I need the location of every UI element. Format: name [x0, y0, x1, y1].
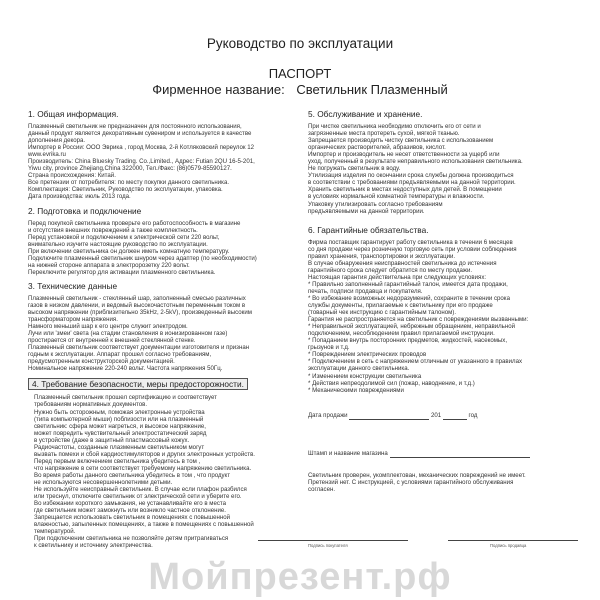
- section-tech-title: 3. Технические данные: [28, 280, 118, 291]
- sale-year-suffix: год: [468, 411, 478, 419]
- seller-signature-caption: Подпись продавца: [490, 543, 527, 548]
- seller-signature-line: [448, 540, 578, 541]
- brand-name: Светильник Плазменный: [296, 82, 448, 97]
- stamp-row: [308, 450, 580, 458]
- sale-year: 201: [430, 411, 442, 419]
- section-service-title: 5. Обслуживание и хранение.: [308, 109, 423, 119]
- section-setup-text: Перед покупкой светильника проверьте его работоспособность в магазине и отсутствия внешних повреждений а также комплектность. Перед установкой и подключением к электрической сети 220 вольт, внимательно изучите настоящие руководство по эксплуатации. При включении светильника он должен иметь комнатную температуру. Подключите плазменный светильник шнуром через адаптер (по необходимости) на нижней стороне аппарата в электророзетку 220 вольт. Переключите регулятор для активации плазменного светильника.: [28, 219, 257, 276]
- acceptance-text: Светильник проверен, укомплектован, механических повреждений не имеет. Претензий нет. С инструкцией, с условиями гарантийного обслуживания согласен.: [308, 471, 526, 493]
- right-column: [308, 104, 580, 494]
- section-general-title: 1. Общая информация.: [28, 109, 119, 119]
- passport-heading: ПАСПОРТ: [268, 66, 332, 81]
- brand-line: [0, 82, 600, 97]
- left-column: [28, 104, 296, 550]
- sale-date-line: [349, 412, 429, 420]
- stamp-line: [390, 450, 530, 458]
- section-warranty-title: 6. Гарантийные обязательства.: [308, 224, 429, 235]
- section-warranty-text: Фирма поставщик гарантирует работу светильника в течении 6 месяцев со дня продажи через розничную торговую сеть при условии соблюдения правил хранения, транспортировки и эксплуатации. В случае обнаружения неисправностей светильника до истечения гарантийного срока следует обратится по месту продажи. Настоящая гарантия действительна при следующих условиях: * Правильно заполненный гарантийный талон, имеется дата продажи, печать, подписи продавца и покупателя. * Во избежание возможных недоразумений, сохраните в течении срока службы документы, прилагаемые к светильнику при его продаже (товарный чек инструкцию с гарантийным талоном). Гарантия не распространяется на светильник с повреждениями вызванными: * Неправильной эксплуатацией, небрежным обращением, неправильной подключением, несоблюдением правил прилагаемой инструкции. * Попаданием внутрь посторонних предметов, жидкостей, насекомых, грызунов и т.д. * Повреждением электрических проводов * Подключением в сеть с напряжением отличным от указанного в правилах эксплуатации данного светильника. * Изменением конструкции светильника * Действия непреодолимой сил (пожар, наводнение, и т.д.) * Механическими повреждениями: [308, 238, 529, 394]
- site-watermark: Мойпрезент.рф: [148, 556, 452, 598]
- stamp-label: Штамп и название магазина: [308, 449, 388, 457]
- section-setup-title: 2. Подготовка и подключение: [28, 205, 142, 216]
- sale-date-row: [308, 412, 580, 420]
- sale-year-line: [443, 412, 467, 420]
- section-service-text: При чистке светильника необходимо отключить его от сети и загрязненные места протереть сухой, мягкой тканью. Запрещается производить чистку светильника с использованием органических растворителей, абразивов, кислот. Импортер и производитель не несет ответственности за ущерб или уход, полученный в результате неправильного использования светильника. Не погружать светильник в воду. Утилизация изделия по окончании срока службы должна производиться в соответствии с требованиями предъявляемыми на данной территории. Хранить светильник в местах недоступных для детей. В помещении в условиях нормальной комнатной температуры и влажности. Упаковку утилизировать согласно требованиям предъявляемыми на данной территории.: [308, 123, 523, 215]
- brand-label: Фирменное название:: [152, 82, 285, 97]
- section-safety-text: Плазменный светильник прошел сертификацию и соответствует требованиям нормативных документов. Нужно быть осторожным, поможая электронные устройства (типа компьютерной мыши) поблизости или на плазменный светильник: сфера может нагреться, и высокое напряжение, может повредить чувствительный электростатический заряд в устройстве (даже в защитный пластмассовый кожух. Радиочастоты, созданные плазменным светильником могут вызвать помехи и сбой кардиостимуляторов и других электронных устройств. Перед первым включением светильника убедитесь в том , что напряжение в сети соответствует требуемому напряжению светильника. Во время работы данного светильника убедитесь в том , что продукт не используются несовершеннолетними детьми. Не используйте неисправный светильник. В случае если плафон разбился или треснул, отключите светильник от электрической сети и уберите его. Во избежании короткого замыкания, не устанавливайте его в места где светильник может замокнуть или возникло частное отклонение. Запрещается использовать светильник в помещениях с повышенной влажностью, запыленных помещениях, а также в помещениях с повышенной температурой. При подключении светильника не позволяйте детям притрагиваться к светильнику и источнику электричества.: [34, 394, 255, 550]
- section-safety-title: 4. Требование безопасности, меры предосторожности.: [28, 378, 248, 390]
- manual-title: Руководство по эксплуатации: [206, 36, 394, 51]
- sale-date-label: Дата продажи: [308, 411, 348, 419]
- section-tech-text: Плазменный светильник - стеклянный шар, заполненный смесью различных газов в низком давлении, и ведомый высокочастотным переменным током в высоком напряжении (приблизительно 35kHz, 2-5kV), произведенный высоким трансформатором напряжения. Намного меньший шар к его центре служит электродом. Лучи или 'змеи' света (на стадии становления в ионизированном газе) простирается от внутренней к внешней стеклянной стенке. Плазменный светильник соответствует документации изготовителя и признан годным к эксплуатации. Аппарат прошел согласно требованиям, предусмотренным конструкторской документацией. Номинальное напряжение 220-240 вольт. Частота напряжения 50Гц.: [28, 294, 252, 373]
- section-general-text: Плазменный светильник не предназначен для постоянного использования, данный продукт является декоративным сувениром и используется в качестве дополнения декора. Импортер в России: ООО Эврика , город Москва, 2-й Котляковский переулок 12 www.evrika.ru Производитель: China Bluesky Trading. Co.,Limited., Адрес: Futian 2QU 16-5-201, Yiwu city, province Zhejiang,China 322000, Тел./Факс: (86)0579-85590127. Страна происхождения: Китай. Все претензии от потребителя: по месту покупки данного светильника. Комплектация: Светильник, Руководство по эксплуатации, упаковка. Дата производства: июль 2013 года.: [28, 123, 255, 201]
- buyer-signature-caption: Подпись покупателя: [308, 543, 348, 548]
- buyer-signature-line: [258, 540, 408, 541]
